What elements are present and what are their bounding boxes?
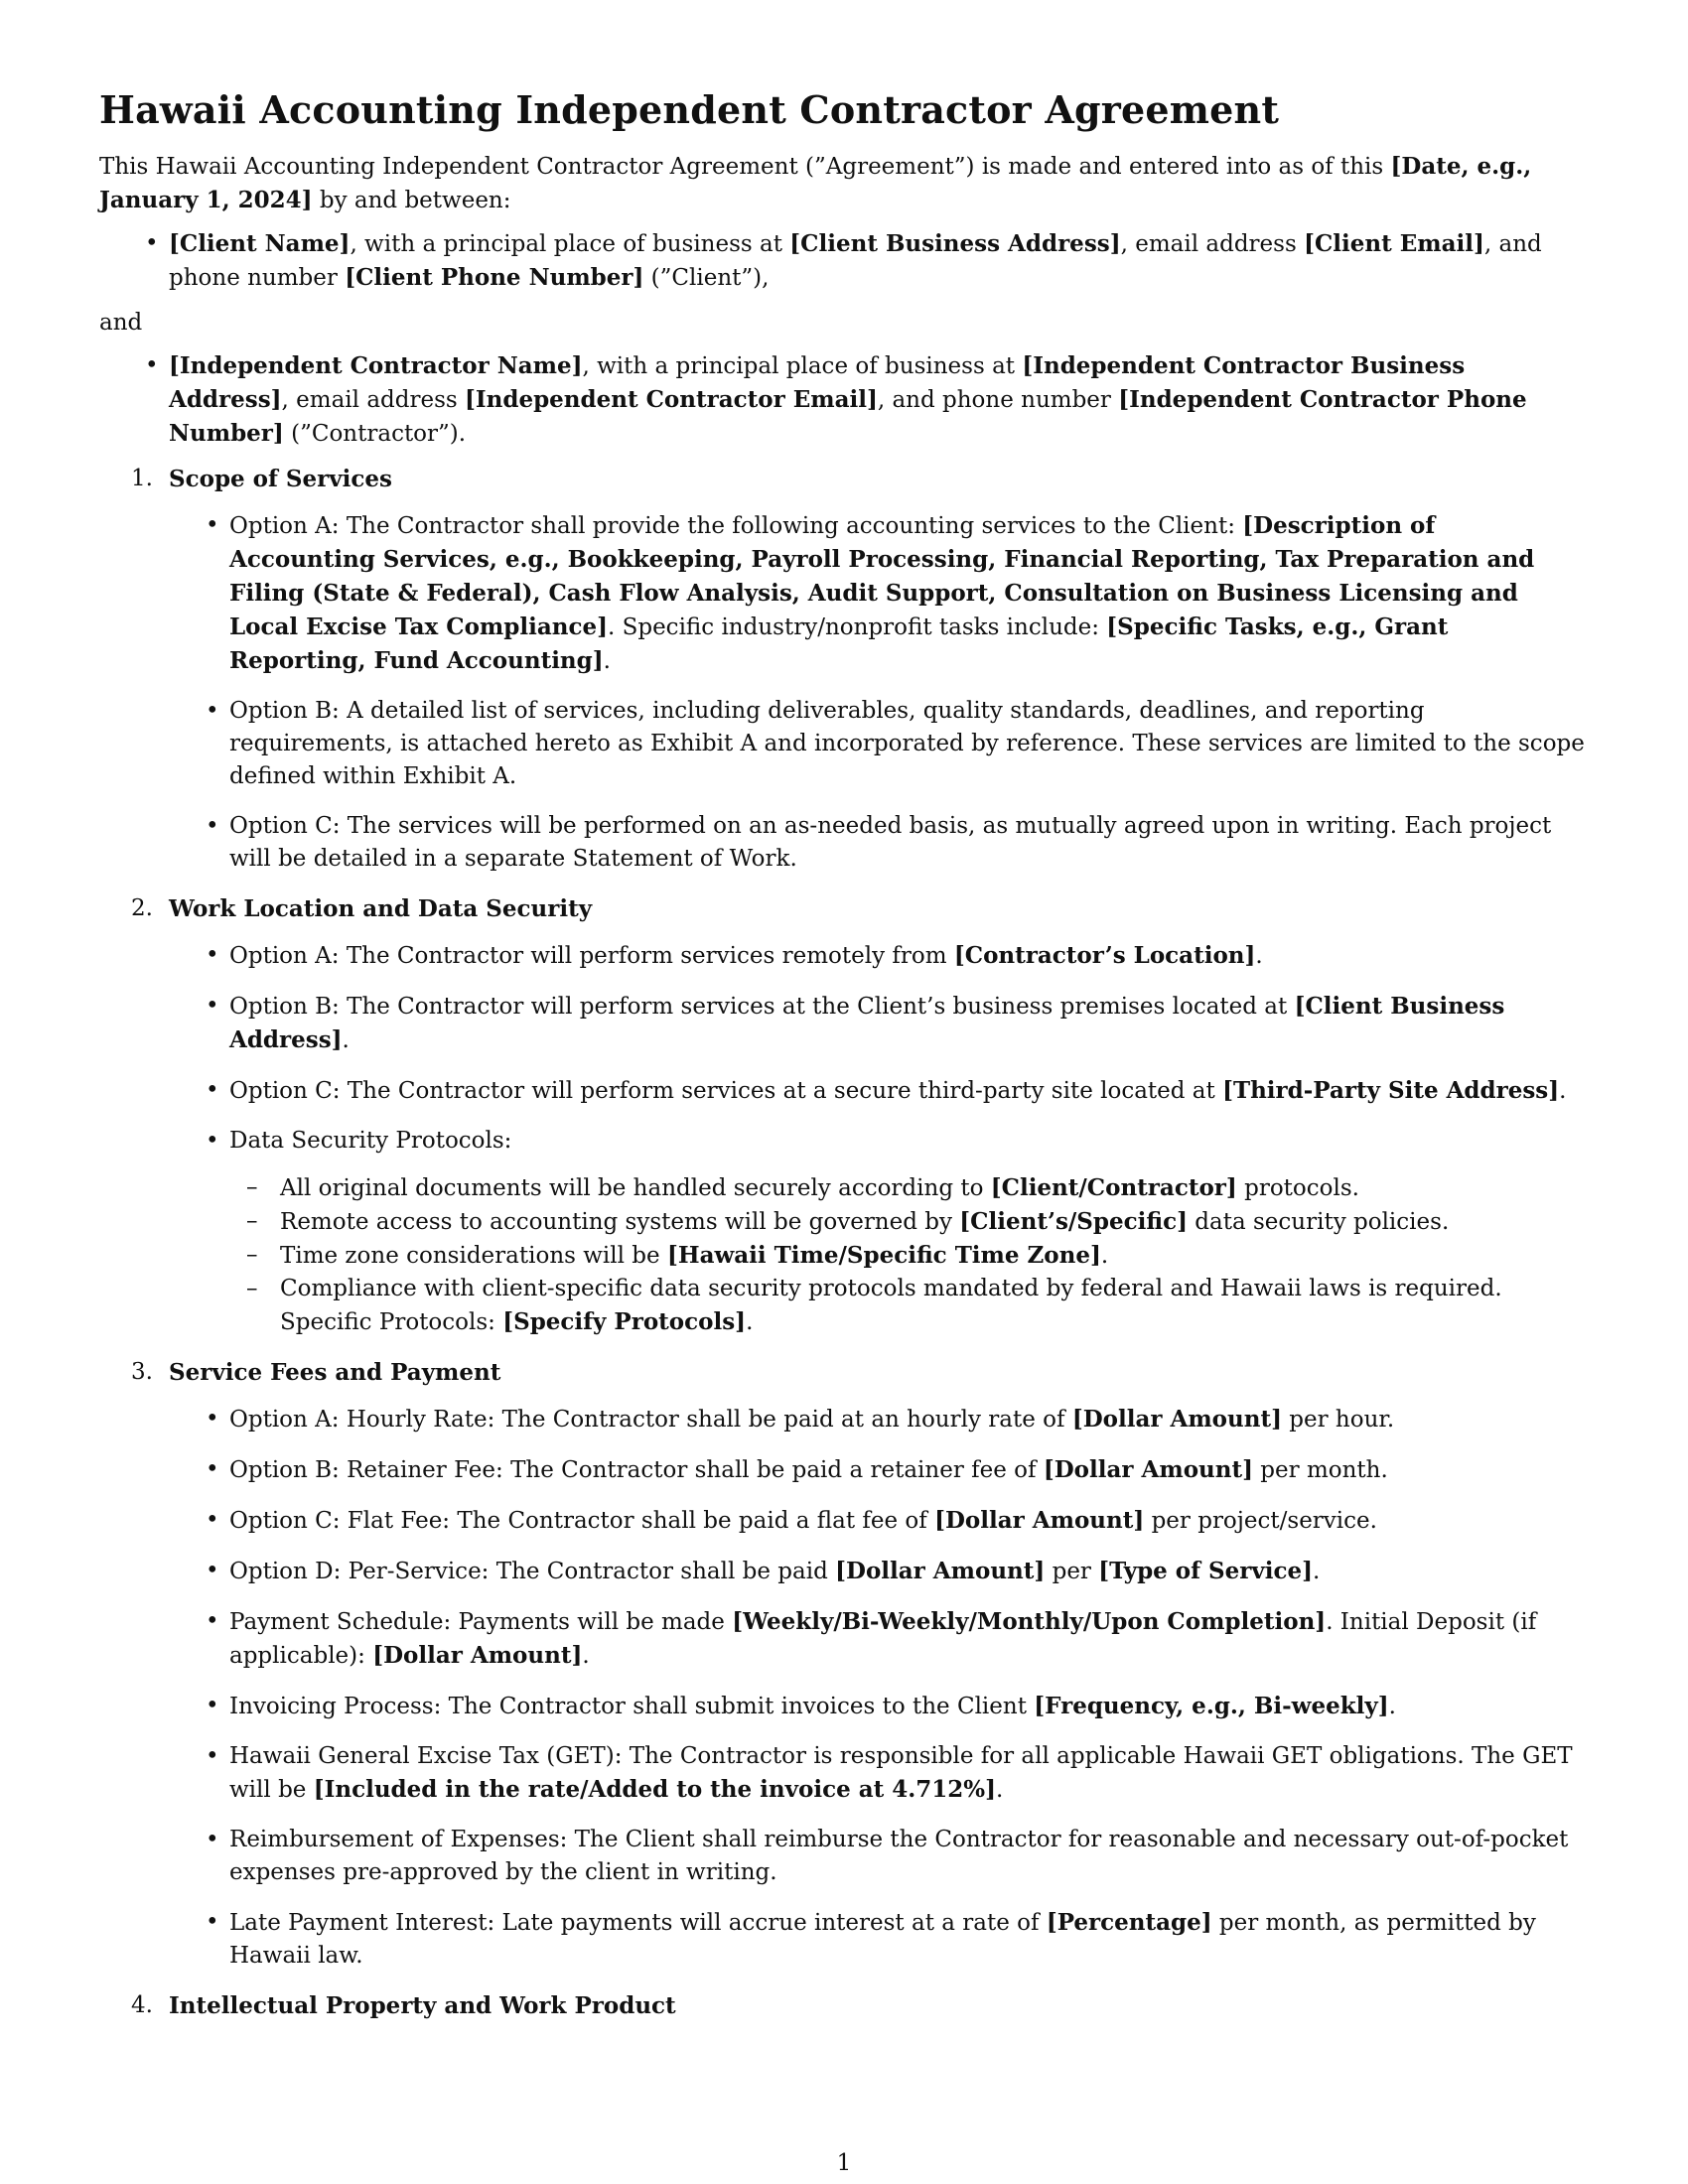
option-item bbox=[206, 1504, 1589, 1538]
section-title: Work Location and Data Security bbox=[169, 895, 593, 922]
option-text bbox=[229, 513, 1534, 674]
text-run: per month. bbox=[1253, 1457, 1388, 1483]
placeholder-field: [Specific Tasks, e.g., Grant Reporting, Fund Accounting] bbox=[229, 614, 1449, 674]
option-item bbox=[206, 695, 1589, 793]
intro-paragraph bbox=[99, 150, 1589, 217]
placeholder-field: [Independent Contractor Email] bbox=[465, 386, 878, 413]
placeholder-field: [Client Business Address] bbox=[789, 230, 1121, 257]
text-run: Time zone considerations will be bbox=[280, 1243, 667, 1269]
dash-icon: – bbox=[246, 1242, 258, 1268]
option-item bbox=[206, 1074, 1589, 1108]
text-run: Compliance with client-specific data security protocols mandated by federal and Hawaii laws is required. Specific Protocols: bbox=[280, 1276, 1502, 1335]
text-run: Option A: The Contractor shall provide the following accounting services to the Client: bbox=[229, 513, 1243, 539]
section-number: 3. bbox=[131, 1359, 153, 1385]
text-run: Data Security Protocols: bbox=[229, 1128, 512, 1154]
text-run: . bbox=[1313, 1559, 1321, 1584]
option-text bbox=[229, 1508, 1377, 1534]
text-run: (”Contractor”). bbox=[283, 421, 467, 447]
party-list bbox=[99, 349, 1589, 451]
text-run: . bbox=[1100, 1243, 1109, 1269]
party-contractor bbox=[145, 349, 1589, 451]
option-list bbox=[169, 939, 1589, 1339]
sub-list bbox=[229, 1171, 1589, 1339]
text-run: Option A: The Contractor will perform services remotely from bbox=[229, 943, 954, 969]
sub-item bbox=[246, 1171, 1589, 1205]
placeholder-field: [Specify Protocols] bbox=[502, 1308, 747, 1335]
placeholder-field: [Dollar Amount] bbox=[835, 1558, 1046, 1584]
bullet-icon: • bbox=[206, 813, 219, 839]
bullet-icon: • bbox=[206, 942, 219, 968]
party-client bbox=[145, 227, 1589, 295]
placeholder-field: [Dollar Amount] bbox=[372, 1642, 583, 1669]
sub-item-text bbox=[280, 1276, 1502, 1335]
text-run: per project/service. bbox=[1144, 1508, 1377, 1534]
option-item bbox=[206, 1740, 1589, 1807]
bullet-icon: • bbox=[206, 1909, 219, 1935]
option-text bbox=[229, 1078, 1566, 1104]
placeholder-field: [Third-Party Site Address] bbox=[1222, 1077, 1560, 1104]
bullet-icon: • bbox=[206, 1507, 219, 1533]
text-run: , email address bbox=[281, 387, 466, 413]
bullet-icon: • bbox=[206, 1077, 219, 1103]
bullet-icon: • bbox=[206, 1406, 219, 1432]
option-text bbox=[229, 1910, 1536, 1969]
text-run: Option B: Retainer Fee: The Contractor shall be paid a retainer fee of bbox=[229, 1457, 1044, 1483]
section-4 bbox=[131, 1989, 1589, 2022]
placeholder-field: [Percentage] bbox=[1046, 1909, 1212, 1936]
text-run: Option B: A detailed list of services, including deliverables, quality standards, deadlines, and reporting requirements, is attached hereto as Exhibit A and incorporated by reference. These services are limited to the scope defined within Exhibit A. bbox=[229, 698, 1585, 789]
placeholder-field: [Client Business Address] bbox=[229, 993, 1505, 1053]
option-item bbox=[206, 939, 1589, 973]
text-run: , and phone number bbox=[169, 231, 1542, 291]
text-run: . bbox=[342, 1027, 350, 1053]
option-item bbox=[206, 1453, 1589, 1487]
section-1 bbox=[131, 463, 1589, 876]
bullet-icon: • bbox=[206, 1456, 219, 1482]
and-connector: and bbox=[99, 310, 143, 336]
placeholder-field: [Client Phone Number] bbox=[345, 264, 644, 291]
option-text bbox=[229, 1827, 1568, 1885]
option-text bbox=[229, 813, 1551, 872]
option-list bbox=[169, 1403, 1589, 1973]
text-run: by and between: bbox=[312, 188, 511, 213]
option-text bbox=[229, 1743, 1573, 1803]
party-contractor-text bbox=[169, 353, 1527, 447]
section-2 bbox=[131, 892, 1589, 1339]
option-item bbox=[206, 810, 1589, 876]
page-number: 1 bbox=[836, 2150, 852, 2176]
bullet-icon: • bbox=[206, 1743, 219, 1769]
placeholder-field: [Independent Contractor Business Address] bbox=[169, 352, 1466, 413]
bullet-icon: • bbox=[206, 1128, 219, 1154]
bullet-icon: • bbox=[206, 1693, 219, 1718]
bullet-icon: • bbox=[206, 1608, 219, 1634]
section-list bbox=[99, 463, 1589, 2022]
text-run: Option C: Flat Fee: The Contractor shall be paid a flat fee of bbox=[229, 1508, 935, 1534]
document-title: Hawaii Accounting Independent Contractor Agreement bbox=[99, 87, 1280, 132]
text-run: Option C: The Contractor will perform services at a secure third-party site located at bbox=[229, 1078, 1223, 1104]
party-client-text bbox=[169, 231, 1542, 291]
option-item bbox=[206, 509, 1589, 678]
option-item bbox=[206, 1690, 1589, 1723]
text-run: Option B: The Contractor will perform services at the Client’s business premises located at bbox=[229, 994, 1295, 1020]
text-run: protocols. bbox=[1236, 1175, 1359, 1201]
sub-item bbox=[246, 1273, 1589, 1339]
option-item bbox=[206, 1906, 1589, 1973]
option-item bbox=[206, 1555, 1589, 1588]
placeholder-field: [Client Name] bbox=[169, 230, 351, 257]
bullet-icon: • bbox=[206, 993, 219, 1019]
placeholder-field: [Included in the rate/Added to the invoice at 4.712%] bbox=[313, 1776, 997, 1803]
text-run: . bbox=[1388, 1694, 1396, 1719]
option-text bbox=[229, 1128, 511, 1154]
text-run: . bbox=[1559, 1078, 1567, 1104]
dash-icon: – bbox=[246, 1208, 258, 1234]
sub-item-text bbox=[280, 1243, 1108, 1269]
placeholder-field: [Client Email] bbox=[1304, 230, 1484, 257]
bullet-icon: • bbox=[206, 1558, 219, 1583]
placeholder-field: [Client/Contractor] bbox=[990, 1174, 1237, 1201]
section-number: 2. bbox=[131, 895, 153, 921]
text-run: per bbox=[1045, 1559, 1099, 1584]
text-run: This Hawaii Accounting Independent Contractor Agreement (”Agreement”) is made and entered into as of this bbox=[99, 154, 1391, 180]
dash-icon: – bbox=[246, 1276, 258, 1301]
dash-icon: – bbox=[246, 1174, 258, 1200]
sub-item bbox=[246, 1239, 1589, 1273]
placeholder-field: [Dollar Amount] bbox=[1043, 1456, 1253, 1483]
section-title: Intellectual Property and Work Product bbox=[169, 1992, 676, 2019]
option-item bbox=[206, 1403, 1589, 1436]
placeholder-field: [Contractor’s Location] bbox=[953, 942, 1256, 969]
text-run: , email address bbox=[1120, 231, 1305, 257]
option-text bbox=[229, 1694, 1396, 1719]
sub-item bbox=[246, 1205, 1589, 1239]
text-run: Hawaii General Excise Tax (GET): The Contractor is responsible for all applicable Hawaii GET obligations. The GET will be bbox=[229, 1743, 1573, 1803]
option-text bbox=[229, 1559, 1320, 1584]
option-text bbox=[229, 1609, 1536, 1669]
section-title: Scope of Services bbox=[169, 466, 392, 492]
section-number: 4. bbox=[131, 1992, 153, 2018]
text-run: , with a principal place of business at bbox=[582, 353, 1023, 379]
text-run: . Initial Deposit (if applicable): bbox=[229, 1609, 1537, 1669]
text-run: . Specific industry/nonprofit tasks include: bbox=[607, 614, 1107, 640]
text-run: . bbox=[746, 1309, 754, 1335]
placeholder-field: [Hawaii Time/Specific Time Zone] bbox=[666, 1242, 1101, 1269]
option-text bbox=[229, 943, 1263, 969]
option-item bbox=[206, 990, 1589, 1057]
text-run: Option A: Hourly Rate: The Contractor shall be paid at an hourly rate of bbox=[229, 1407, 1072, 1433]
text-run: . bbox=[1255, 943, 1263, 969]
option-text bbox=[229, 1407, 1394, 1433]
text-run: (”Client”), bbox=[643, 265, 770, 291]
option-text bbox=[229, 994, 1504, 1053]
text-run: per month, as permitted by Hawaii law. bbox=[229, 1910, 1536, 1969]
text-run: , with a principal place of business at bbox=[350, 231, 790, 257]
bullet-icon: • bbox=[206, 512, 219, 538]
text-run: Remote access to accounting systems will be governed by bbox=[280, 1209, 960, 1235]
option-item bbox=[206, 1125, 1589, 1339]
text-run: Late Payment Interest: Late payments will accrue interest at a rate of bbox=[229, 1910, 1047, 1936]
placeholder-field: [Independent Contractor Name] bbox=[169, 352, 583, 379]
placeholder-field: [Frequency, e.g., Bi-weekly] bbox=[1034, 1693, 1389, 1719]
text-run: . bbox=[582, 1643, 590, 1669]
bullet-icon: • bbox=[206, 1827, 219, 1852]
text-run: All original documents will be handled securely according to bbox=[280, 1175, 991, 1201]
sub-item-text bbox=[280, 1175, 1359, 1201]
option-item bbox=[206, 1824, 1589, 1889]
section-title: Service Fees and Payment bbox=[169, 1359, 501, 1386]
placeholder-field: [Weekly/Bi-Weekly/Monthly/Upon Completion] bbox=[732, 1608, 1327, 1635]
option-text bbox=[229, 1457, 1388, 1483]
placeholder-field: [Client’s/Specific] bbox=[959, 1208, 1188, 1235]
text-run: . bbox=[996, 1777, 1004, 1803]
party-list bbox=[99, 227, 1589, 295]
placeholder-field: [Independent Contractor Phone Number] bbox=[169, 386, 1527, 447]
text-run: , and phone number bbox=[877, 387, 1119, 413]
placeholder-field: [Description of Accounting Services, e.g., Bookkeeping, Payroll Processing, Financial Reporting, Tax Preparation and Filing (State & Federal), Cash Flow Analysis, Audit Support, Consultation on Business Licensing and Local Excise Tax Compliance] bbox=[229, 512, 1535, 640]
option-list bbox=[169, 509, 1589, 876]
text-run: Reimbursement of Expenses: The Client shall reimburse the Contractor for reasonable and necessary out-of-pocket expenses pre-approved by the client in writing. bbox=[229, 1827, 1569, 1885]
text-run: Payment Schedule: Payments will be made bbox=[229, 1609, 733, 1635]
placeholder-field: [Dollar Amount] bbox=[1071, 1406, 1282, 1433]
sub-item-text bbox=[280, 1209, 1449, 1235]
section-number: 1. bbox=[131, 466, 153, 491]
text-run: per hour. bbox=[1281, 1407, 1395, 1433]
placeholder-field: [Date, e.g., January 1, 2024] bbox=[99, 153, 1532, 213]
placeholder-field: [Dollar Amount] bbox=[934, 1507, 1145, 1534]
text-run: . bbox=[603, 648, 611, 674]
bullet-icon: • bbox=[206, 698, 219, 724]
option-item bbox=[206, 1605, 1589, 1673]
text-run: Option D: Per-Service: The Contractor shall be paid bbox=[229, 1559, 836, 1584]
text-run: data security policies. bbox=[1187, 1209, 1450, 1235]
text-run: Invoicing Process: The Contractor shall submit invoices to the Client bbox=[229, 1694, 1035, 1719]
section-3 bbox=[131, 1356, 1589, 1973]
placeholder-field: [Type of Service] bbox=[1098, 1558, 1314, 1584]
option-text bbox=[229, 698, 1585, 789]
bullet-icon: • bbox=[145, 230, 159, 256]
bullet-icon: • bbox=[145, 352, 159, 378]
text-run: Option C: The services will be performed on an as-needed basis, as mutually agreed upon in writing. Each project will be detailed in a separate Statement of Work. bbox=[229, 813, 1552, 872]
